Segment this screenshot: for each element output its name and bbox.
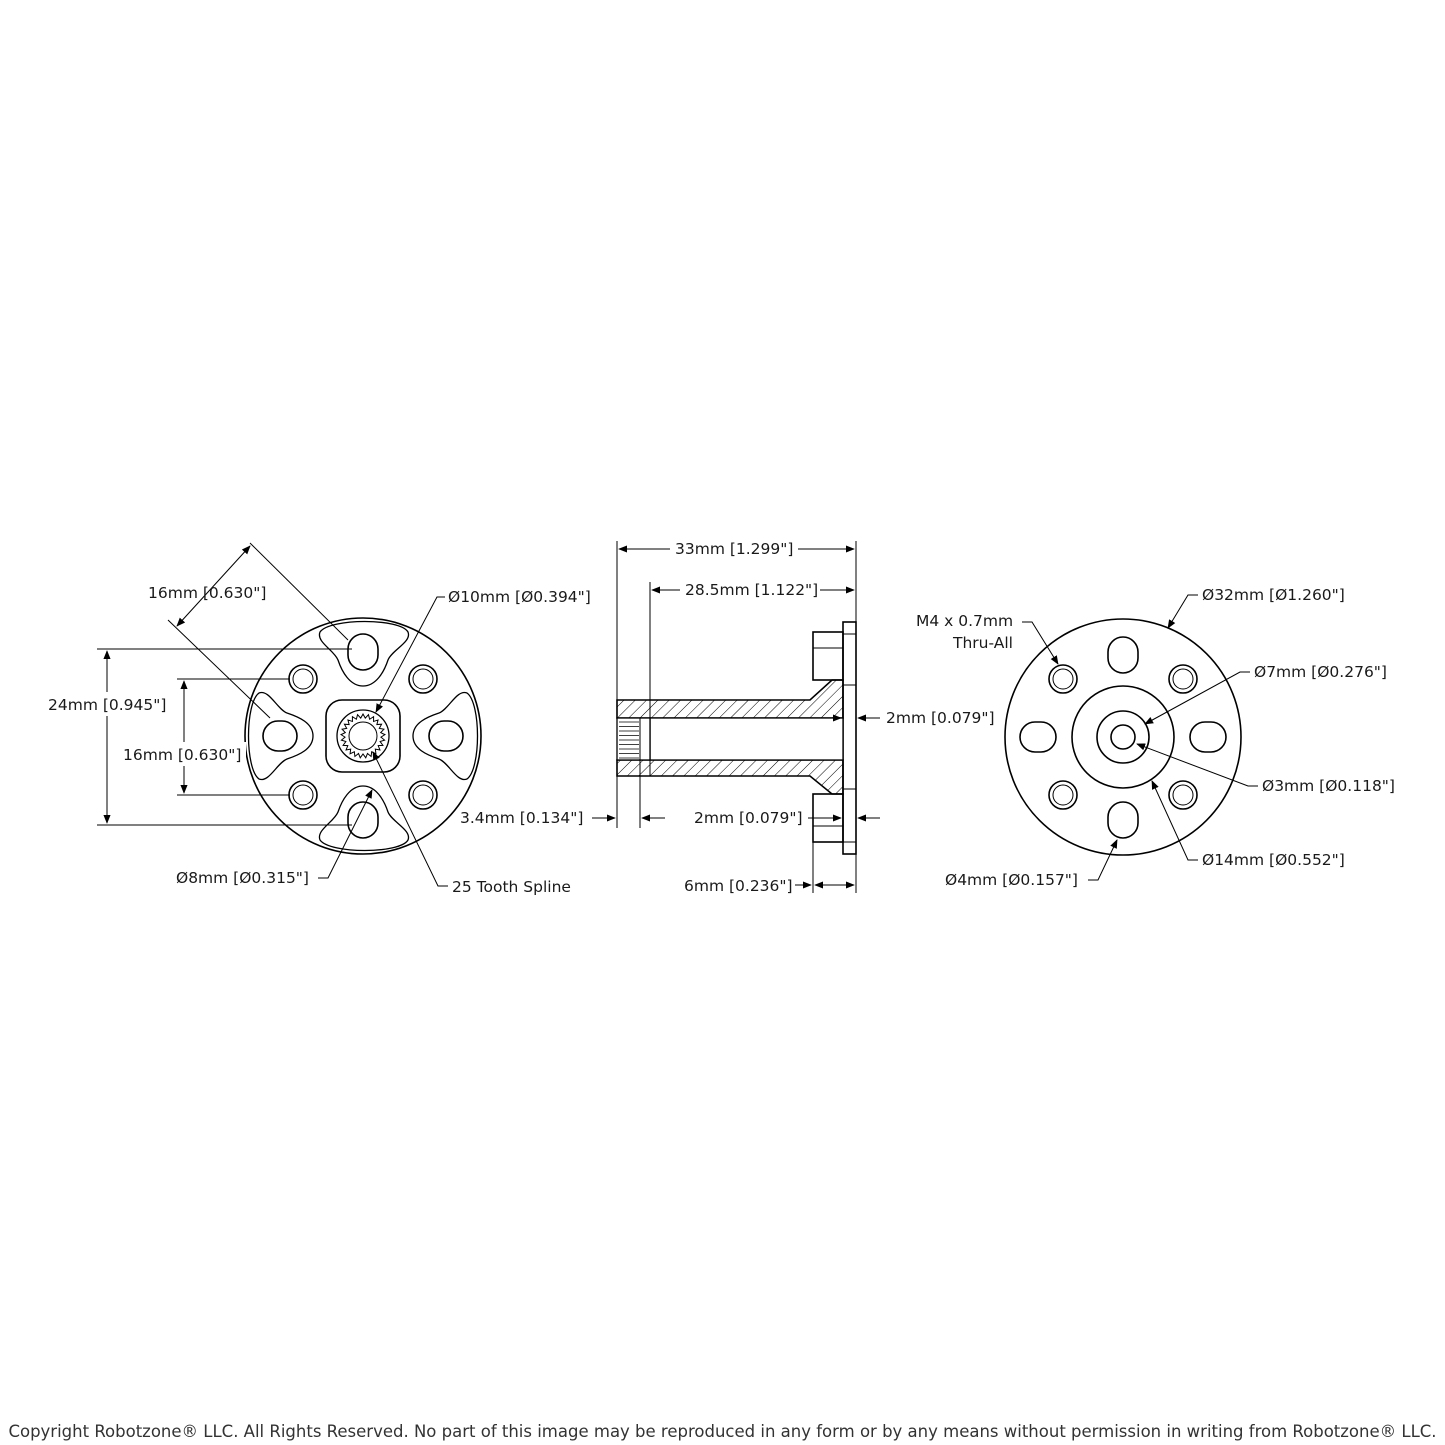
spline-tooth-profile (341, 714, 385, 758)
dim-overall-length-label: 33mm [1.299"] (675, 540, 794, 558)
dim-inner-vertical-label: 16mm [0.630"] (123, 746, 242, 764)
leader-spline-dia (376, 588, 591, 712)
front-outer-circle (245, 618, 481, 854)
front-slot-left (263, 721, 297, 751)
dim-outer-vertical-label: 24mm [0.945"] (48, 696, 167, 714)
copyright-notice: Copyright Robotzone® LLC. All Rights Reserved. No part of this image may be reproduced in any form or by any means without permission in writing from Robotzone® LLC. (8, 1422, 1437, 1441)
dim-spline-dia-label: Ø10mm [Ø0.394"] (448, 588, 591, 606)
leader-slot-dia-back (945, 840, 1117, 889)
leader-outer-dia (1168, 586, 1345, 628)
note-thread-line2: Thru-All (953, 634, 1013, 652)
dim-spline-depth-label: 3.4mm [0.134"] (460, 809, 584, 827)
front-slot-top (348, 634, 378, 670)
back-outer-circle (1005, 619, 1241, 855)
side-wall-bottom (617, 760, 843, 794)
dim-24mm (44, 649, 352, 825)
dim-bore-dia-label: Ø7mm [Ø0.276"] (1254, 663, 1387, 681)
dim-hub-label: 6mm [0.236"] (684, 877, 793, 895)
dim-2mm-wall (694, 809, 880, 827)
dim-center-hole-label: Ø3mm [Ø0.118"] (1262, 777, 1395, 795)
side-flange (843, 622, 856, 854)
dim-flange-thickness-label: 2mm [0.079"] (886, 709, 995, 727)
dim-shaft-length-label: 28.5mm [1.122"] (685, 581, 819, 599)
back-hub-circle (1072, 686, 1174, 788)
front-lobes (249, 622, 478, 851)
front-view (44, 543, 591, 896)
back-center-hole (1111, 725, 1135, 749)
leader-slot-dia (176, 790, 372, 887)
side-wall-top (617, 680, 843, 718)
dim-hub-dia-label: Ø14mm [Ø0.552"] (1202, 851, 1345, 869)
note-spline-label: 25 Tooth Spline (452, 878, 571, 896)
dim-2mm-flange (820, 709, 995, 727)
back-slot-left (1020, 722, 1056, 752)
dim-33mm (617, 538, 856, 700)
dim-diag-16mm (148, 543, 348, 718)
back-bore-circle (1097, 711, 1149, 763)
back-slot-bottom (1108, 802, 1138, 838)
front-slot-right (429, 721, 463, 751)
back-slot-right (1190, 722, 1226, 752)
side-bore (650, 718, 843, 760)
leader-center-hole (1137, 744, 1395, 795)
dim-28-5mm (650, 579, 854, 700)
dim-slot-dia-back-label: Ø4mm [Ø0.157"] (945, 871, 1078, 889)
spline-teeth (341, 714, 385, 758)
side-boss-top (813, 632, 843, 680)
dim-diag-label: 16mm [0.630"] (148, 584, 267, 602)
dim-6mm (684, 842, 856, 895)
dim-wall-label: 2mm [0.079"] (694, 809, 803, 827)
back-slot-top (1108, 637, 1138, 673)
dim-outer-dia-label: Ø32mm [Ø1.260"] (1202, 586, 1345, 604)
dim-slot-dia-label: Ø8mm [Ø0.315"] (176, 869, 309, 887)
note-thread-line1: M4 x 0.7mm (916, 612, 1014, 630)
back-view (916, 586, 1395, 889)
